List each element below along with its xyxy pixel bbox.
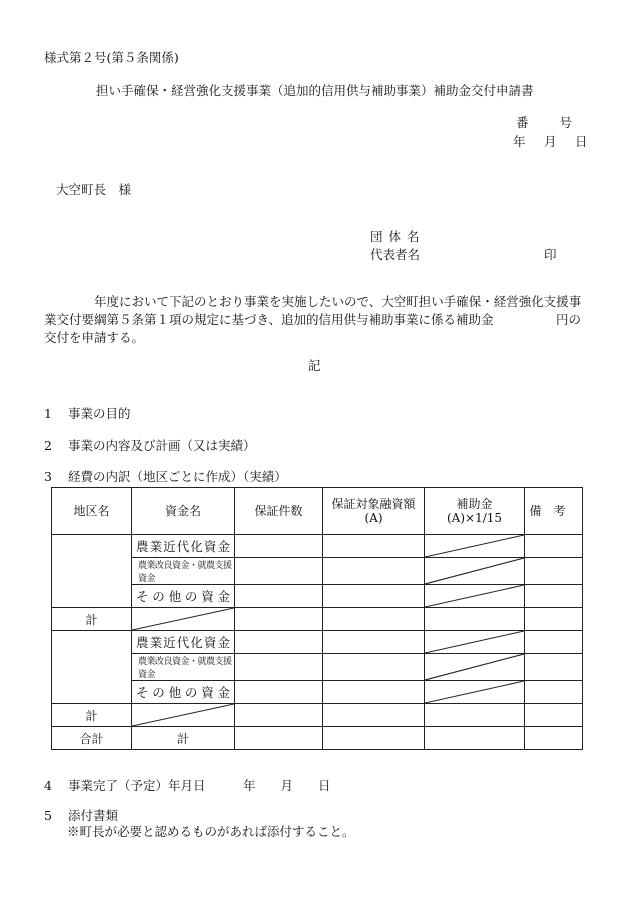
table-row-subtotal xyxy=(52,608,583,631)
district-cell[interactable] xyxy=(52,535,132,608)
representative-label: 代表者名 xyxy=(370,247,421,262)
document-title: 担い手確保・経営強化支援事業（追加的信用供与補助事業）補助金交付申請書 xyxy=(96,83,534,98)
header-district: 地区名 xyxy=(52,488,132,535)
header-subsidy-line2: (A)×1/15 xyxy=(446,511,503,525)
header-amount xyxy=(323,488,425,535)
section-label: 事業の内容及び計画（又は実績） xyxy=(68,438,256,453)
application-body-text: 年度において下記のとおり事業を実施したいので、大空町担い手確保・経営強化支援事業交付要綱第５条第１項の規定に基づき、追加的信用供与補助事業に係る補助金 円の交付を申請する。 xyxy=(44,294,582,345)
seal-mark: 印 xyxy=(544,247,557,262)
header-subsidy xyxy=(425,488,525,535)
remarks-cell[interactable] xyxy=(525,681,583,704)
subsidy-cell-crossed xyxy=(425,654,525,681)
amount-cell[interactable] xyxy=(323,558,425,585)
subsidy-cell-crossed xyxy=(425,585,525,608)
district-cell[interactable] xyxy=(52,631,132,704)
count-cell[interactable] xyxy=(235,535,323,558)
diagonal-line xyxy=(132,704,234,726)
fund-name-cell: 農業近代化資金 xyxy=(132,631,235,654)
ki-heading: 記 xyxy=(308,358,321,373)
total-label: 合計 xyxy=(52,727,132,750)
amount-cell[interactable] xyxy=(323,631,425,654)
diagonal-line xyxy=(425,558,524,584)
fund-cell-crossed xyxy=(132,704,235,727)
section-label: 添付書類 xyxy=(68,808,119,823)
header-count: 保証件数 xyxy=(235,488,323,535)
amount-cell[interactable] xyxy=(323,585,425,608)
header-amount-line2: (A) xyxy=(364,511,383,525)
remarks-cell[interactable] xyxy=(525,704,583,727)
diagonal-line xyxy=(425,654,524,680)
remarks-cell[interactable] xyxy=(525,654,583,681)
amount-cell[interactable] xyxy=(323,727,425,750)
subsidy-cell[interactable] xyxy=(425,704,525,727)
fund-name-cell: 農業改良資金・就農支援資金 xyxy=(132,654,235,681)
header-fund: 資金名 xyxy=(132,488,235,535)
org-name-label: 団体名 xyxy=(370,229,426,244)
document-date-label: 年 月 日 xyxy=(513,134,591,149)
remarks-cell[interactable] xyxy=(525,535,583,558)
count-cell[interactable] xyxy=(235,608,323,631)
table-row xyxy=(52,631,583,654)
subtotal-label: 計 xyxy=(52,608,132,631)
header-amount-line1: 保証対象融資額 xyxy=(331,497,416,511)
document-number-label: 番 号 xyxy=(516,115,575,130)
remarks-cell[interactable] xyxy=(525,558,583,585)
amount-cell[interactable] xyxy=(323,608,425,631)
amount-cell[interactable] xyxy=(323,654,425,681)
table-row-subtotal xyxy=(52,704,583,727)
subsidy-cell-crossed xyxy=(425,681,525,704)
remarks-cell[interactable] xyxy=(525,585,583,608)
amount-cell[interactable] xyxy=(323,704,425,727)
remarks-cell[interactable] xyxy=(525,608,583,631)
remarks-cell[interactable] xyxy=(525,727,583,750)
subsidy-cell-crossed xyxy=(425,558,525,585)
attachments-note: ※町長が必要と認めるものがあれば添付すること。 xyxy=(67,824,355,839)
fund-cell-crossed xyxy=(132,608,235,631)
table-row-total xyxy=(52,727,583,750)
fund-name-cell: 農業近代化資金 xyxy=(132,535,235,558)
table-row xyxy=(52,585,583,608)
header-remarks: 備考 xyxy=(525,488,583,535)
section-label: 事業の目的 xyxy=(68,406,131,421)
count-cell[interactable] xyxy=(235,654,323,681)
diagonal-line xyxy=(425,681,524,703)
remarks-cell[interactable] xyxy=(525,631,583,654)
fund-name-cell: その他の資金 xyxy=(132,585,235,608)
diagonal-line xyxy=(425,535,524,557)
amount-cell[interactable] xyxy=(323,681,425,704)
section-purpose xyxy=(44,404,131,422)
table-row xyxy=(52,654,583,681)
expense-table xyxy=(51,487,583,750)
table-row xyxy=(52,535,583,558)
section-content-plan xyxy=(44,436,256,454)
count-cell[interactable] xyxy=(235,558,323,585)
section-number: 5 xyxy=(44,808,52,823)
amount-cell[interactable] xyxy=(323,535,425,558)
subsidy-cell-crossed xyxy=(425,631,525,654)
subsidy-cell[interactable] xyxy=(425,727,525,750)
section-number: 1 xyxy=(44,406,52,421)
section-completion-date xyxy=(44,776,331,794)
header-subsidy-line1: 補助金 xyxy=(456,497,493,511)
subtotal-label: 計 xyxy=(52,704,132,727)
table-row xyxy=(52,681,583,704)
form-number: 様式第２号(第５条関係) xyxy=(44,50,179,65)
diagonal-line xyxy=(132,608,234,630)
section-expense-breakdown xyxy=(44,467,287,485)
total-fund-label: 計 xyxy=(132,727,235,750)
addressee: 大空町長 様 xyxy=(56,182,132,197)
count-cell[interactable] xyxy=(235,727,323,750)
fund-name-cell: その他の資金 xyxy=(132,681,235,704)
fund-name-cell: 農業改良資金・就農支援資金 xyxy=(132,558,235,585)
section-number: 2 xyxy=(44,438,52,453)
subsidy-cell[interactable] xyxy=(425,608,525,631)
section-label: 経費の内訳（地区ごとに作成）（実績） xyxy=(68,469,287,484)
count-cell[interactable] xyxy=(235,585,323,608)
diagonal-line xyxy=(425,631,524,653)
count-cell[interactable] xyxy=(235,681,323,704)
count-cell[interactable] xyxy=(235,704,323,727)
subsidy-cell-crossed xyxy=(425,535,525,558)
table-row xyxy=(52,558,583,585)
section-number: 4 xyxy=(44,778,52,793)
diagonal-line xyxy=(425,585,524,607)
section-number: 3 xyxy=(44,469,52,484)
table-header-row xyxy=(52,488,583,535)
section-label: 事業完了（予定）年月日 年 月 日 xyxy=(68,778,331,793)
count-cell[interactable] xyxy=(235,631,323,654)
